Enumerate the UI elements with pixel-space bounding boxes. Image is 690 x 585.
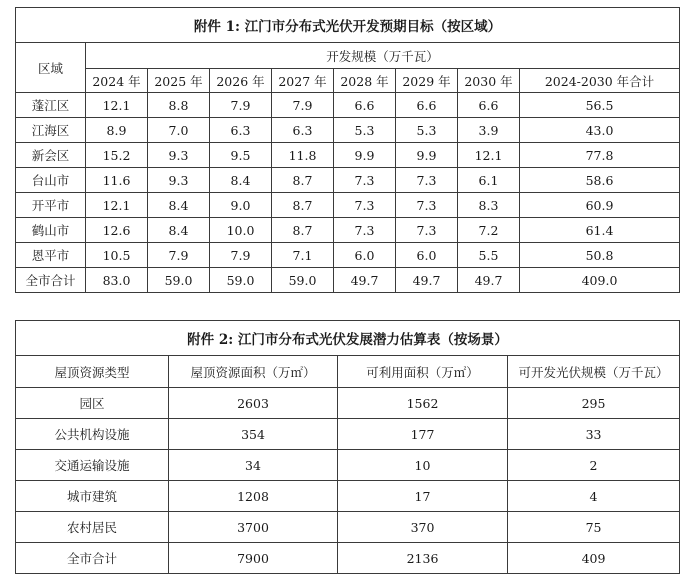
table-cell: 4: [508, 481, 680, 512]
table-row: [16, 388, 680, 419]
region-name: 恩平市: [16, 243, 86, 268]
table-cell: 11.6: [86, 168, 148, 193]
table-cell: 59.0: [148, 268, 210, 293]
table-cell: 49.7: [458, 268, 520, 293]
table-cell: 10: [338, 450, 508, 481]
table-cell: 2603: [169, 388, 338, 419]
table-cell: 9.5: [210, 143, 272, 168]
table-cell: 6.3: [272, 118, 334, 143]
table-row: [16, 512, 680, 543]
table-cell: 3700: [169, 512, 338, 543]
table-cell: 295: [508, 388, 680, 419]
table-cell: 6.1: [458, 168, 520, 193]
region-name: 蓬江区: [16, 93, 86, 118]
table-cell: 9.3: [148, 168, 210, 193]
scenario-name: 全市合计: [16, 543, 169, 574]
table-cell: 409.0: [520, 268, 680, 293]
table-cell: 60.9: [520, 193, 680, 218]
table-cell: 56.5: [520, 93, 680, 118]
table-cell: 9.9: [396, 143, 458, 168]
year-header: 2026 年: [210, 69, 272, 93]
table-cell: 12.6: [86, 218, 148, 243]
table-cell: 6.0: [396, 243, 458, 268]
column-header: 可利用面积（万㎡）: [338, 356, 508, 388]
table-cell: 8.7: [272, 168, 334, 193]
table-cell: 1562: [338, 388, 508, 419]
table-cell: 7.1: [272, 243, 334, 268]
year-header: 2028 年: [334, 69, 396, 93]
table-cell: 1208: [169, 481, 338, 512]
table-cell: 5.5: [458, 243, 520, 268]
column-header: 可开发光伏规模（万千瓦）: [508, 356, 680, 388]
table-cell: 9.9: [334, 143, 396, 168]
region-name: 全市合计: [16, 268, 86, 293]
table-row: [16, 168, 680, 193]
table-cell: 7.3: [334, 193, 396, 218]
table-row: [16, 118, 680, 143]
table-cell: 50.8: [520, 243, 680, 268]
table-cell: 59.0: [210, 268, 272, 293]
region-name: 台山市: [16, 168, 86, 193]
table2-title: 附件 2: 江门市分布式光伏发展潜力估算表（按场景）: [16, 321, 680, 356]
table-cell: 49.7: [396, 268, 458, 293]
table-cell: 77.8: [520, 143, 680, 168]
table-cell: 11.8: [272, 143, 334, 168]
table-cell: 354: [169, 419, 338, 450]
table-cell: 12.1: [458, 143, 520, 168]
table-cell: 61.4: [520, 218, 680, 243]
scenario-name: 交通运输设施: [16, 450, 169, 481]
year-header: 2024-2030 年合计: [520, 69, 680, 93]
table-row: [16, 243, 680, 268]
table-row: [16, 143, 680, 168]
table-cell: 59.0: [272, 268, 334, 293]
scenario-potential-table: [15, 320, 680, 574]
table-cell: 6.6: [334, 93, 396, 118]
scenario-name: 农村居民: [16, 512, 169, 543]
table-cell: 7.3: [334, 218, 396, 243]
table-cell: 2136: [338, 543, 508, 574]
table-row: [16, 543, 680, 574]
table-cell: 7.9: [148, 243, 210, 268]
table-cell: 6.6: [458, 93, 520, 118]
region-header: 区域: [16, 43, 86, 93]
table-cell: 8.4: [148, 218, 210, 243]
table-cell: 34: [169, 450, 338, 481]
table-cell: 7.3: [396, 168, 458, 193]
region-name: 江海区: [16, 118, 86, 143]
table-cell: 83.0: [86, 268, 148, 293]
table-cell: 8.8: [148, 93, 210, 118]
table-cell: 8.9: [86, 118, 148, 143]
year-header: 2029 年: [396, 69, 458, 93]
table-cell: 2: [508, 450, 680, 481]
scenario-name: 园区: [16, 388, 169, 419]
table-row: [16, 268, 680, 293]
column-header: 屋顶资源面积（万㎡）: [169, 356, 338, 388]
table-cell: 49.7: [334, 268, 396, 293]
table-row: [16, 450, 680, 481]
table-cell: 5.3: [334, 118, 396, 143]
year-header: 2030 年: [458, 69, 520, 93]
year-header: 2027 年: [272, 69, 334, 93]
table-cell: 12.1: [86, 93, 148, 118]
scale-group-header: 开发规模（万千瓦）: [86, 43, 680, 69]
table-cell: 8.3: [458, 193, 520, 218]
table-cell: 10.5: [86, 243, 148, 268]
regional-target-table: [15, 7, 680, 293]
table-cell: 3.9: [458, 118, 520, 143]
table-cell: 8.7: [272, 218, 334, 243]
table-cell: 75: [508, 512, 680, 543]
table-row: [16, 419, 680, 450]
table-cell: 15.2: [86, 143, 148, 168]
table-cell: 6.3: [210, 118, 272, 143]
table-cell: 5.3: [396, 118, 458, 143]
table-cell: 7.0: [148, 118, 210, 143]
table-cell: 8.4: [148, 193, 210, 218]
scenario-name: 城市建筑: [16, 481, 169, 512]
table-cell: 7.3: [396, 218, 458, 243]
table-row: [16, 481, 680, 512]
table-cell: 6.6: [396, 93, 458, 118]
table-cell: 10.0: [210, 218, 272, 243]
table-cell: 8.4: [210, 168, 272, 193]
table-cell: 177: [338, 419, 508, 450]
table-cell: 7.3: [334, 168, 396, 193]
region-name: 鹤山市: [16, 218, 86, 243]
table1-title: 附件 1: 江门市分布式光伏开发预期目标（按区域）: [16, 8, 680, 43]
table-cell: 7.9: [272, 93, 334, 118]
table-cell: 58.6: [520, 168, 680, 193]
table-cell: 7900: [169, 543, 338, 574]
table-row: [16, 93, 680, 118]
table-cell: 9.3: [148, 143, 210, 168]
table-cell: 17: [338, 481, 508, 512]
table-cell: 33: [508, 419, 680, 450]
table-row: [16, 193, 680, 218]
table-cell: 12.1: [86, 193, 148, 218]
table-cell: 9.0: [210, 193, 272, 218]
table-cell: 7.9: [210, 93, 272, 118]
table-cell: 43.0: [520, 118, 680, 143]
table-cell: 409: [508, 543, 680, 574]
table-cell: 6.0: [334, 243, 396, 268]
year-header: 2025 年: [148, 69, 210, 93]
table-cell: 7.9: [210, 243, 272, 268]
table-row: [16, 218, 680, 243]
table-cell: 370: [338, 512, 508, 543]
region-name: 新会区: [16, 143, 86, 168]
scenario-name: 公共机构设施: [16, 419, 169, 450]
table-cell: 7.3: [396, 193, 458, 218]
table-cell: 7.2: [458, 218, 520, 243]
region-name: 开平市: [16, 193, 86, 218]
column-header: 屋顶资源类型: [16, 356, 169, 388]
table-cell: 8.7: [272, 193, 334, 218]
year-header: 2024 年: [86, 69, 148, 93]
